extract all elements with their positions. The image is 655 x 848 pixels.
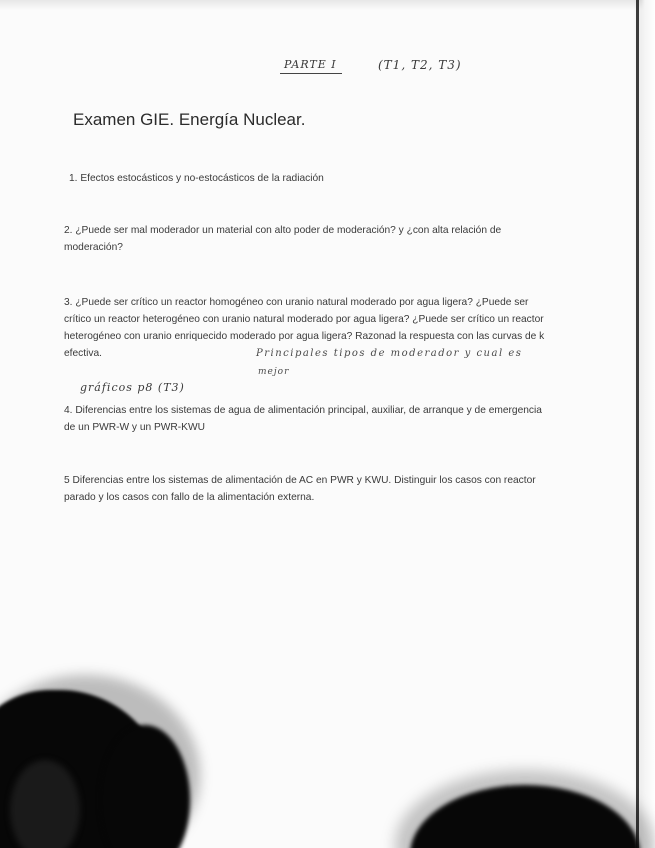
handwritten-underline xyxy=(280,73,342,74)
scan-top-shadow xyxy=(0,0,655,10)
handwritten-topics-label: (T1, T2, T3) xyxy=(378,58,462,72)
handwritten-note-moderators: Principales tipos de moderador y cual es xyxy=(256,348,523,359)
question-3: 3. ¿Puede ser crítico un reactor homogéneo con uranio natural moderado por agua ligera? ¿Puede ser crítico un reactor heterogéneo con uranio natural moderado por agua ligera? ¿Puede ser crítico un reactor heterogéneo con uranio enriquecido moderado por agua ligera? Razonad la respuesta con las curvas de k efectiva. xyxy=(64,297,545,359)
exam-title: Examen GIE. Energía Nuclear. xyxy=(73,110,306,129)
handwritten-parte-label: PARTE I xyxy=(284,58,337,71)
question-5: 5 Diferencias entre los sistemas de alimentación de AC en PWR y KWU. Distinguir los casos con reactor parado y los casos con fallo de la alimentación externa. xyxy=(64,475,536,503)
scan-right-edge-line xyxy=(636,0,639,848)
question-1: 1. Efectos estocásticos y no-estocásticos de la radiación xyxy=(69,173,324,184)
handwritten-note-mejor: mejor xyxy=(258,367,290,377)
question-4: 4. Diferencias entre los sistemas de agua de alimentación principal, auxiliar, de arranque y de emergencia de un PWR-W y un PWR-KWU xyxy=(64,405,542,433)
handwritten-note-graficos: gráficos p8 (T3) xyxy=(80,381,185,394)
question-2: 2. ¿Puede ser mal moderador un material con alto poder de moderación? y ¿con alta relación de moderación? xyxy=(64,225,502,253)
